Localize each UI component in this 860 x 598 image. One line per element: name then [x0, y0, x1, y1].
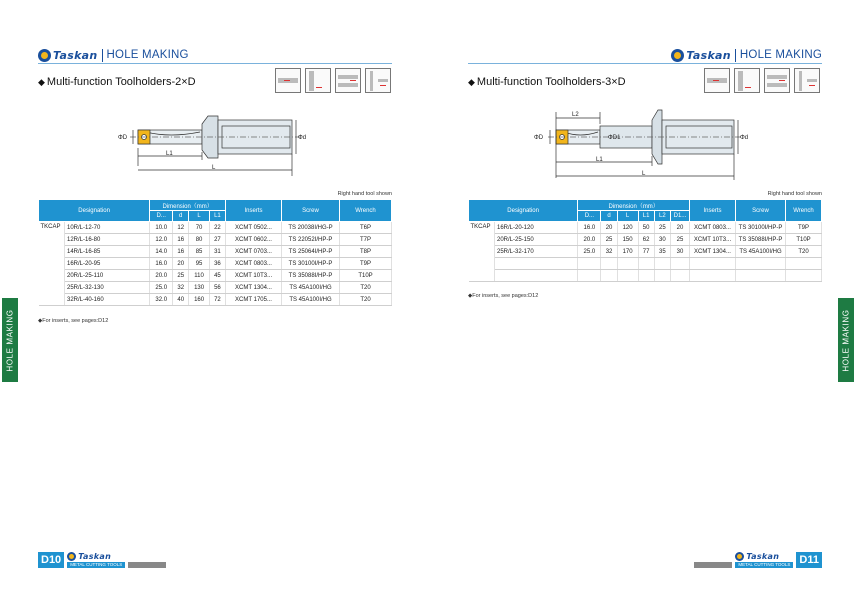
cell-D: 10.0: [150, 222, 173, 234]
cell-screw: TS 22052I/HP-P: [282, 234, 340, 246]
header-dim-D: D...: [578, 211, 601, 222]
cell-wrench: T9P: [786, 222, 822, 234]
brand-logo: [38, 49, 98, 62]
toolholder-drawing-2xd: [0, 108, 430, 188]
table-row-empty: [469, 258, 822, 270]
cell-L: 120: [617, 222, 638, 234]
cell-wrench: T9P: [340, 258, 392, 270]
section-name: HOLE MAKING: [106, 49, 189, 61]
drawing-label-l: L: [212, 165, 216, 171]
cell-insert: XCMT 10T3...: [690, 234, 736, 246]
page-title: [38, 76, 196, 88]
drawing-label-phi-d: ΦD: [534, 135, 544, 141]
cell-d: 16: [173, 246, 189, 258]
table-row: [39, 294, 392, 306]
page-footer: [694, 552, 822, 568]
table-row: [39, 234, 392, 246]
cell-wrench: T10P: [786, 234, 822, 246]
cell-L1: 62: [638, 234, 654, 246]
cell-screw: TS 35088I/HP-P: [736, 234, 786, 246]
table-row: [469, 234, 822, 246]
header-dimension: Dimension（mm）: [150, 200, 226, 211]
table-row: [39, 246, 392, 258]
right-hand-note: Right hand tool shown: [337, 191, 392, 197]
header-rule: [468, 63, 822, 64]
diamond-bullet-icon: ◆: [468, 293, 473, 299]
cell-wrench: T20: [786, 246, 822, 258]
header-dim-D1: D1...: [670, 211, 689, 222]
table-row: [39, 258, 392, 270]
cell-D: 16.0: [578, 222, 601, 234]
header-dim-d: d: [601, 211, 617, 222]
header-dim-d: d: [173, 211, 189, 222]
cell-screw: TS 45A100I/HG: [736, 246, 786, 258]
designation-cell: 32R/L-40-160: [65, 294, 150, 306]
footer-brand: [735, 552, 793, 568]
brand-logo: [671, 49, 731, 62]
brand-logo-text: Taskan: [53, 48, 98, 62]
designation-cell: 25R/L-32-130: [65, 282, 150, 294]
cell-screw: TS 30100I/HP-P: [736, 222, 786, 234]
footer-subtitle: METAL CUTTING TOOLS: [67, 562, 125, 568]
cell-L1: 36: [209, 258, 225, 270]
footer-logo: [735, 552, 793, 561]
cell-insert: XCMT 1304...: [226, 282, 282, 294]
right-hand-note: Right hand tool shown: [767, 191, 822, 197]
header-dim-L1: L1: [638, 211, 654, 222]
cell-screw: TS 45A100I/HG: [282, 282, 340, 294]
cell-insert: XCMT 10T3...: [226, 270, 282, 282]
header-rule: [38, 63, 392, 64]
side-tab-label: HOLE MAKING: [841, 308, 851, 372]
group-code: TKCAP: [39, 222, 65, 306]
cell-L: 130: [189, 282, 210, 294]
cell-d: 20: [601, 222, 617, 234]
cell-L: 160: [189, 294, 210, 306]
cell-D: 14.0: [150, 246, 173, 258]
header-screw: Screw: [736, 200, 786, 222]
header-dim-L: L: [617, 211, 638, 222]
drawing-label-l1: L1: [166, 151, 173, 157]
brand-emblem-icon: [671, 49, 684, 62]
toolholder-drawing-3xd: [430, 108, 860, 188]
brand-emblem-icon: [67, 552, 76, 561]
brand-emblem-icon: [38, 49, 51, 62]
spec-table-2xd: [38, 199, 392, 306]
designation-cell: 16R/L-20-120: [495, 222, 578, 234]
cell-D1: 30: [670, 246, 689, 258]
cell-screw: TS 25064I/HP-P: [282, 246, 340, 258]
cell-screw: TS 30100I/HP-P: [282, 258, 340, 270]
header-divider: [102, 49, 103, 62]
spec-table-3xd: [468, 199, 822, 282]
drilling-operation-icon: [275, 68, 301, 93]
footer-logo-text: Taskan: [746, 552, 780, 561]
page-footer: [38, 552, 166, 568]
inserts-reference-note: [38, 318, 108, 324]
cell-insert: XCMT 0803...: [226, 258, 282, 270]
drawing-label-l2: L2: [572, 112, 579, 118]
cell-d: 40: [173, 294, 189, 306]
designation-cell: 10R/L-12-70: [65, 222, 150, 234]
header-dim-L1: L1: [209, 211, 225, 222]
cell-wrench: T20: [340, 294, 392, 306]
page-header: [671, 46, 822, 64]
page-header: [38, 46, 189, 64]
designation-cell: 16R/L-20-95: [65, 258, 150, 270]
page-title-text: Multi-function Toolholders-2×D: [46, 76, 196, 88]
cell-D1: 25: [670, 234, 689, 246]
cell-L: 170: [617, 246, 638, 258]
footer-grey-bar: [128, 562, 166, 568]
footer-grey-bar: [694, 562, 732, 568]
turning-operation-icon: [794, 68, 820, 93]
header-wrench: Wrench: [340, 200, 392, 222]
cell-D: 25.0: [150, 282, 173, 294]
inserts-reference-text: For inserts, see pages:D12: [42, 318, 109, 324]
page-right: [430, 0, 860, 598]
page-title-text: Multi-function Toolholders-3×D: [476, 76, 626, 88]
header-designation: Designation: [39, 200, 150, 222]
cell-L: 150: [617, 234, 638, 246]
operation-icons: [275, 68, 391, 93]
brand-emblem-icon: [735, 552, 744, 561]
table-row: [469, 222, 822, 234]
side-tab-hole-making: [2, 298, 18, 382]
cell-L1: 45: [209, 270, 225, 282]
cell-L1: 31: [209, 246, 225, 258]
cell-d: 32: [601, 246, 617, 258]
page-number: D10: [38, 552, 64, 568]
drawing-label-phi-d: ΦD: [118, 135, 128, 141]
drawing-label-l1: L1: [596, 157, 603, 163]
footer-logo-text: Taskan: [78, 552, 112, 561]
footer-subtitle: METAL CUTTING TOOLS: [735, 562, 793, 568]
group-code: TKCAP: [469, 222, 495, 282]
cell-d: 16: [173, 234, 189, 246]
drilling-operation-icon: [704, 68, 730, 93]
cell-screw: TS 45A100I/HG: [282, 294, 340, 306]
page-title: [468, 76, 626, 88]
cell-L: 85: [189, 246, 210, 258]
facing-operation-icon: [764, 68, 790, 93]
header-designation: Designation: [469, 200, 578, 222]
cell-L: 95: [189, 258, 210, 270]
header-dim-L2: L2: [654, 211, 670, 222]
cell-L1: 22: [209, 222, 225, 234]
cell-insert: XCMT 1304...: [690, 246, 736, 258]
diamond-bullet-icon: ◆: [38, 77, 45, 87]
cell-insert: XCMT 0803...: [690, 222, 736, 234]
cell-D: 25.0: [578, 246, 601, 258]
cell-wrench: T10P: [340, 270, 392, 282]
drawing-label-phi-small-d: Φd: [298, 135, 307, 141]
designation-cell: 14R/L-16-85: [65, 246, 150, 258]
brand-logo-text: Taskan: [686, 48, 731, 62]
drawing-label-phi-small-d: Φd: [740, 135, 749, 141]
footer-brand: [67, 552, 125, 568]
header-divider: [735, 49, 736, 62]
cell-insert: XCMT 0602...: [226, 234, 282, 246]
header-dim-D: D...: [150, 211, 173, 222]
table-row: [39, 270, 392, 282]
cell-d: 20: [173, 258, 189, 270]
header-dimension: Dimension（mm）: [578, 200, 690, 211]
facing-operation-icon: [335, 68, 361, 93]
designation-cell: 20R/L-25-150: [495, 234, 578, 246]
operation-icons: [704, 68, 820, 93]
cell-L1: 27: [209, 234, 225, 246]
header-inserts: Inserts: [226, 200, 282, 222]
turning-operation-icon: [365, 68, 391, 93]
section-name: HOLE MAKING: [739, 49, 822, 61]
designation-cell: 25R/L-32-170: [495, 246, 578, 258]
header-dim-L: L: [189, 211, 210, 222]
table-row: [39, 282, 392, 294]
cell-D: 20.0: [578, 234, 601, 246]
cell-L1: 50: [638, 222, 654, 234]
cell-insert: XCMT 0502...: [226, 222, 282, 234]
designation-cell: 20R/L-25-110: [65, 270, 150, 282]
table-row: [39, 222, 392, 234]
inserts-reference-text: For inserts, see pages:D12: [472, 293, 539, 299]
cell-L2: 35: [654, 246, 670, 258]
inserts-reference-note: [468, 293, 538, 299]
cell-insert: XCMT 1705...: [226, 294, 282, 306]
table-row-empty: [469, 270, 822, 282]
boring-operation-icon: [734, 68, 760, 93]
cell-L2: 25: [654, 222, 670, 234]
diamond-bullet-icon: ◆: [38, 318, 43, 324]
page-number: D11: [796, 552, 822, 568]
cell-L1: 72: [209, 294, 225, 306]
cell-D: 16.0: [150, 258, 173, 270]
cell-d: 25: [173, 270, 189, 282]
cell-D: 32.0: [150, 294, 173, 306]
cell-d: 12: [173, 222, 189, 234]
diamond-bullet-icon: ◆: [468, 77, 475, 87]
cell-L: 70: [189, 222, 210, 234]
cell-L2: 30: [654, 234, 670, 246]
cell-d: 32: [173, 282, 189, 294]
table-row: [469, 246, 822, 258]
designation-cell: 12R/L-16-80: [65, 234, 150, 246]
header-screw: Screw: [282, 200, 340, 222]
cell-L: 110: [189, 270, 210, 282]
cell-screw: TS 20038I/HG-P: [282, 222, 340, 234]
side-tab-label: HOLE MAKING: [5, 308, 15, 372]
cell-D: 12.0: [150, 234, 173, 246]
header-wrench: Wrench: [786, 200, 822, 222]
side-tab-hole-making: [838, 298, 854, 382]
cell-d: 25: [601, 234, 617, 246]
cell-D: 20.0: [150, 270, 173, 282]
header-inserts: Inserts: [690, 200, 736, 222]
cell-screw: TS 35088I/HP-P: [282, 270, 340, 282]
cell-wrench: T20: [340, 282, 392, 294]
drawing-label-l: L: [642, 171, 646, 177]
cell-wrench: T7P: [340, 234, 392, 246]
cell-D1: 20: [670, 222, 689, 234]
cell-L1: 56: [209, 282, 225, 294]
cell-L: 80: [189, 234, 210, 246]
boring-operation-icon: [305, 68, 331, 93]
drawing-label-phi-d1: ΦD1: [608, 135, 621, 141]
footer-logo: [67, 552, 125, 561]
cell-insert: XCMT 0703...: [226, 246, 282, 258]
cell-wrench: T6P: [340, 222, 392, 234]
cell-wrench: T8P: [340, 246, 392, 258]
cell-L1: 77: [638, 246, 654, 258]
